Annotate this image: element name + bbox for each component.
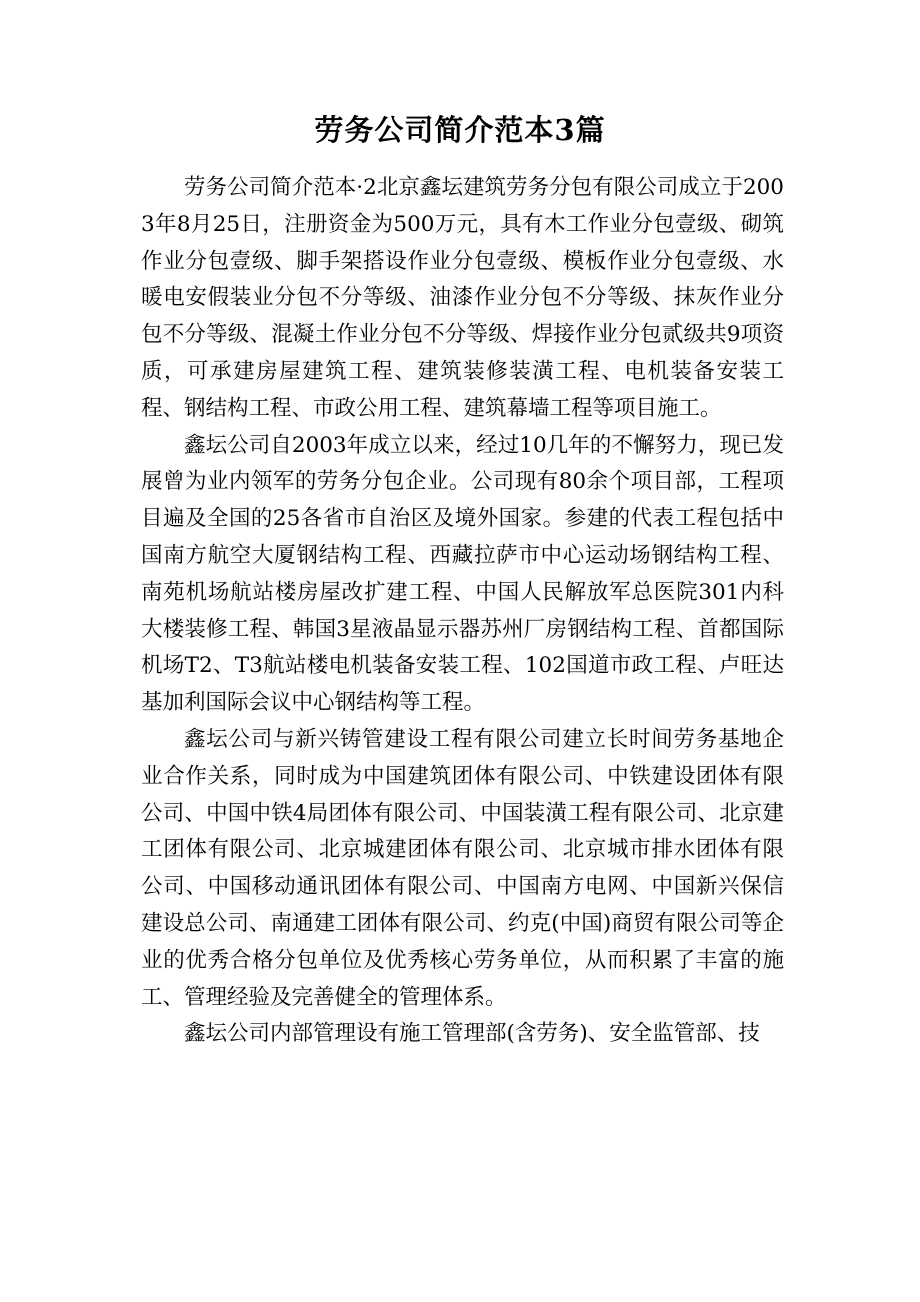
paragraph-4: 鑫坛公司内部管理设有施工管理部(含劳务)、安全监管部、技 [184, 1021, 760, 1047]
document-title: 劳务公司简介范本3篇 [314, 113, 606, 147]
document-body [141, 170, 784, 1053]
paragraph-1: 劳务公司简介范本·2北京鑫坛建筑劳务分包有限公司成立于2003年8月25日，注册资金为500万元，具有木工作业分包壹级、砌筑作业分包壹级、脚手架搭设作业分包壹级、模板作业分包壹级、水暖电安假装业分包不分等级、油漆作业分包不分等级、抹灰作业分包不分等级、混凝土作业分包不分等级、焊接作业分包贰级共9项资质，可承建房屋建筑工程、建筑装修装潢工程、电机装备安装工程、钢结构工程、市政公用工程、建筑幕墙工程等项目施工。 [141, 175, 784, 421]
paragraph-3: 鑫坛公司与新兴铸管建设工程有限公司建立长时间劳务基地企业合作关系，同时成为中国建筑团体有限公司、中铁建设团体有限公司、中国中铁4局团体有限公司、中国装潢工程有限公司、北京建工团体有限公司、北京城建团体有限公司、北京城市排水团体有限公司、中国移动通讯团体有限公司、中国南方电网、中国新兴保信建设总公司、南通建工团体有限公司、约克(中国)商贸有限公司等企业的优秀合格分包单位及优秀核心劳务单位，从而积累了丰富的施工、管理经验及完善健全的管理体系。 [141, 726, 784, 1010]
paragraph-2: 鑫坛公司自2003年成立以来，经过10几年的不懈努力，现已发展曾为业内领军的劳务分包企业。公司现有80余个项目部，工程项目遍及全国的25各省市自治区及境外国家。参建的代表工程包括中国南方航空大厦钢结构工程、西藏拉萨市中心运动场钢结构工程、南苑机场航站楼房屋改扩建工程、中国人民解放军总医院301内科大楼装修工程、韩国3星液晶显示器苏州厂房钢结构工程、首都国际机场T2、T3航站楼电机装备安装工程、102国道市政工程、卢旺达基加利国际会议中心钢结构等工程。 [141, 432, 784, 716]
